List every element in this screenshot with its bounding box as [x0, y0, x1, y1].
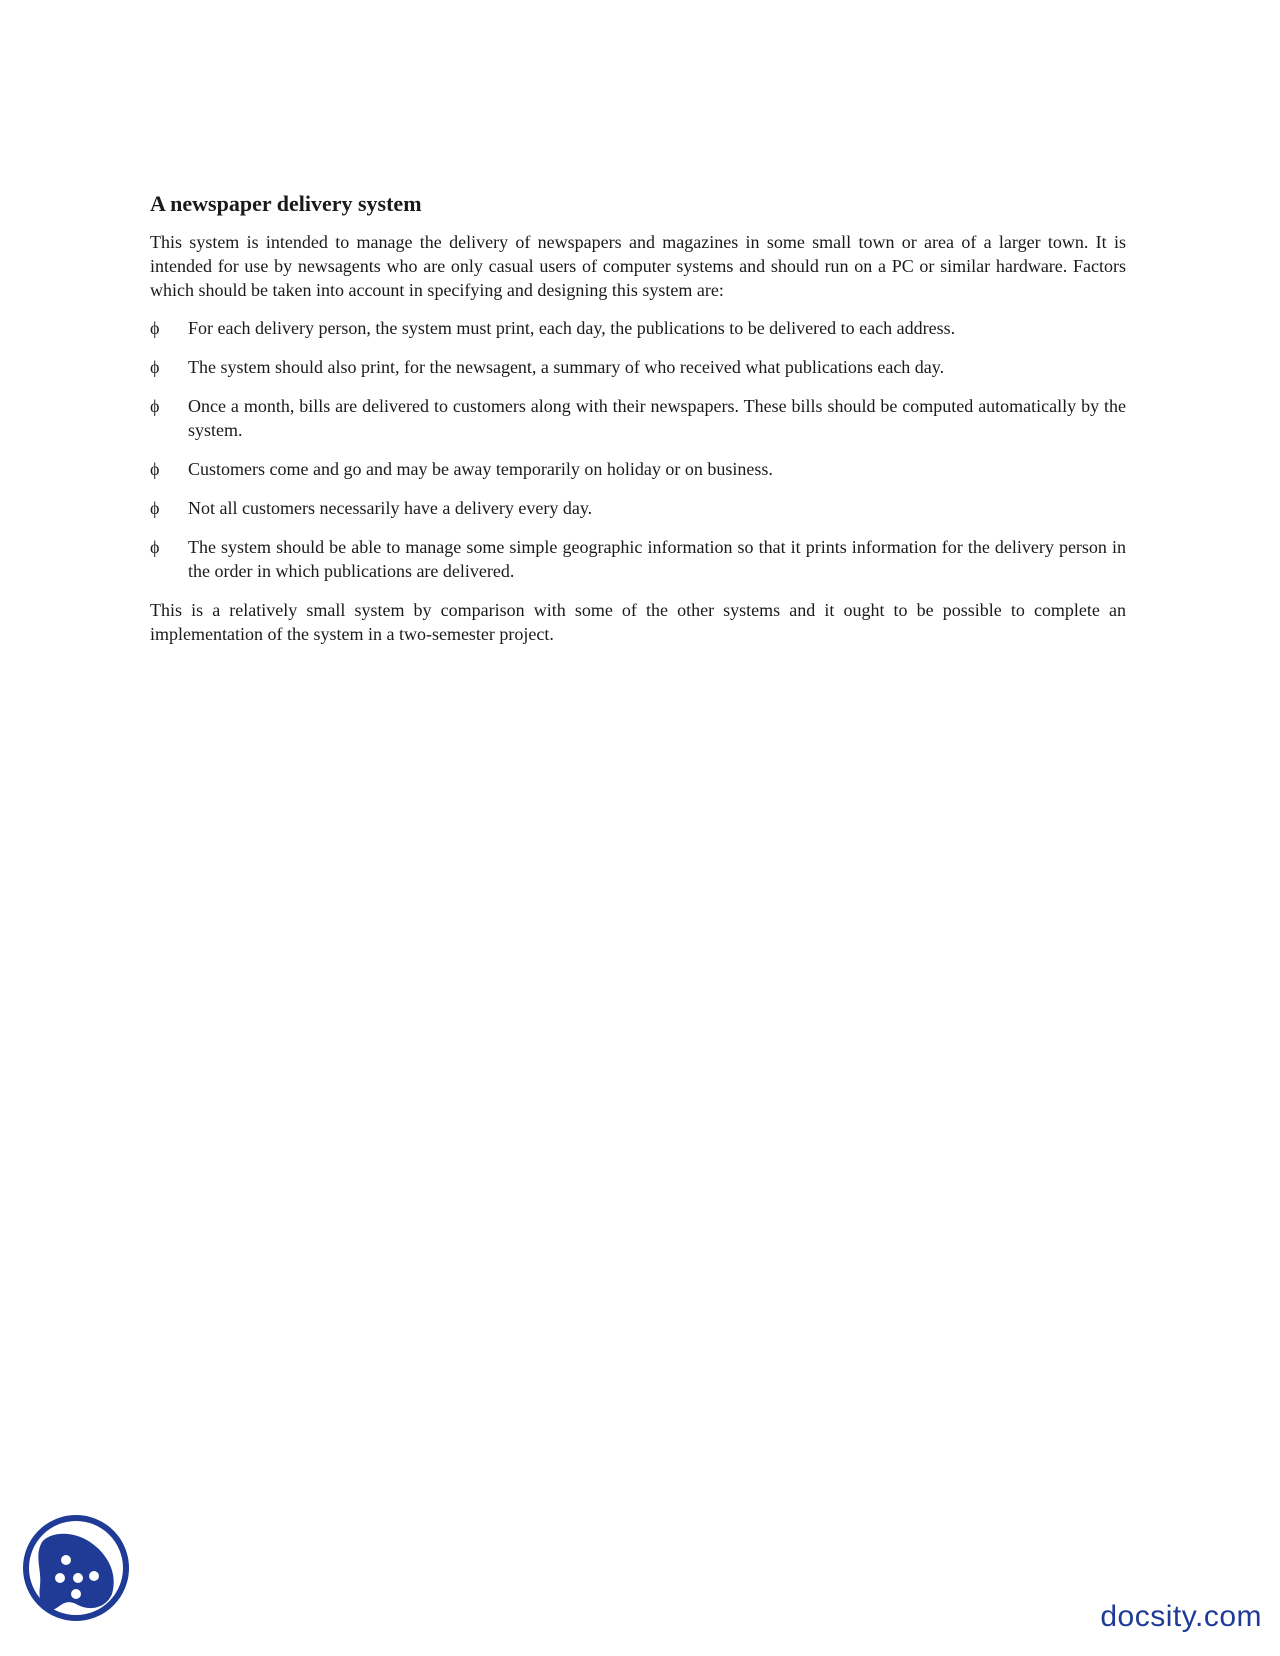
docsity-logo-icon[interactable] [20, 1512, 132, 1624]
document-body [150, 190, 1126, 660]
document-title: A newspaper delivery system [150, 191, 422, 216]
list-item [150, 355, 1126, 379]
bullet-marker: ϕ [150, 498, 160, 518]
list-item-text: Not all customers necessarily have a delivery every day. [188, 498, 593, 518]
docsity-link[interactable]: docsity.com [1100, 1600, 1262, 1633]
list-item-text: For each delivery person, the system must print, each day, the publications to be delivered to each address. [188, 318, 956, 338]
list-item [150, 316, 1126, 340]
docsity-logo-graphic [20, 1512, 132, 1624]
list-item [150, 496, 1126, 520]
list-item-text: The system should be able to manage some simple geographic information so that it prints information for the delivery person in the order in which publications are delivered. [188, 537, 1126, 581]
closing-paragraph: This is a relatively small system by comparison with some of the other systems and it ought to be possible to complete an implementation of the system in a two-semester project. [150, 600, 1126, 644]
intro-paragraph: This system is intended to manage the delivery of newspapers and magazines in some small town or area of a larger town. It is intended for use by newsagents who are only casual users of computer systems and should run on a PC or similar hardware. Factors which should be taken into account in specifying and designing this system are: [150, 232, 1126, 300]
requirements-list [150, 316, 1126, 583]
bullet-marker: ϕ [150, 318, 160, 338]
list-item-text: The system should also print, for the newsagent, a summary of who received what publications each day. [188, 357, 945, 377]
bullet-marker: ϕ [150, 396, 160, 416]
list-item-text: Customers come and go and may be away temporarily on holiday or on business. [188, 459, 773, 479]
bullet-marker: ϕ [150, 357, 160, 377]
list-item [150, 457, 1126, 481]
bullet-marker: ϕ [150, 537, 160, 557]
list-item [150, 394, 1126, 442]
list-item-text: Once a month, bills are delivered to customers along with their newspapers. These bills should be computed automatically by the system. [188, 396, 1126, 440]
list-item [150, 535, 1126, 583]
bullet-marker: ϕ [150, 459, 160, 479]
